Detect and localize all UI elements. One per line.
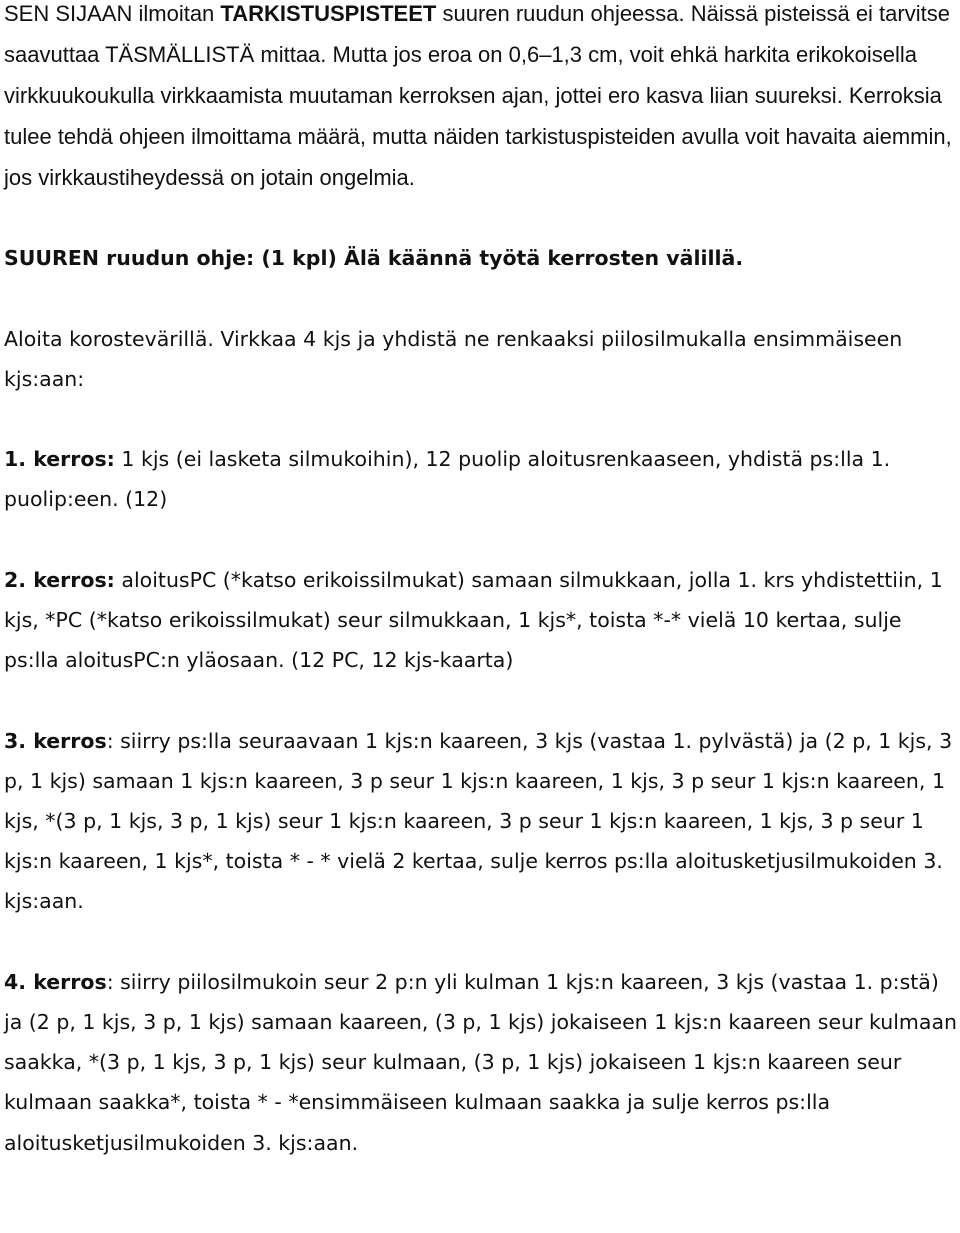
row-label: 3. kerros xyxy=(4,728,107,753)
intro-text-rest: suuren ruudun ohjeessa. Näissä pisteissä ei tarvitse saavuttaa TÄSMÄLLISTÄ mittaa. Mutta jos eroa on 0,6–1,3 cm, voit ehkä harkita erikokoisella virkkuukoukulla virkkaamista muutaman kerroksen ajan, jottei ero kasva liian suureksi. Kerroksia tulee tehdä ohjeen ilmoittama määrä, mutta näiden tarkistuspisteiden avulla voit havaita aiemmin, jos virkkaustiheydessä on jotain ongelmia. xyxy=(4,1,952,190)
row-instruction xyxy=(4,560,960,681)
row-instruction xyxy=(4,721,960,922)
spacer xyxy=(4,399,960,439)
row-label: 2. kerros: xyxy=(4,567,115,592)
spacer xyxy=(4,680,960,720)
row-text: : siirry ps:lla seuraavaan 1 kjs:n kaareen, 3 kjs (vastaa 1. pylvästä) ja (2 p, 1 kjs, 3 p, 1 kjs) samaan 1 kjs:n kaareen, 3 p seur 1 kjs:n kaareen, 1 kjs, 3 p seur 1 kjs:n kaareen, 1 kjs, *(3 p, 1 kjs, 3 p, 1 kjs) seur 1 kjs:n kaareen, 3 p seur 1 kjs:n kaareen, 1 kjs, 3 p seur 1 kjs:n kaareen, 1 kjs*, toista * - * vielä 2 kertaa, sulje kerros ps:lla aloitusketjusilmukoiden 3. kjs:aan. xyxy=(4,728,953,914)
spacer xyxy=(4,520,960,560)
intro-paragraph xyxy=(4,0,960,198)
spacer xyxy=(4,198,960,238)
spacer xyxy=(4,278,960,318)
row-text: aloitusPC (*katso erikoissilmukat) samaan silmukkaan, jolla 1. krs yhdistettiin, 1 kjs, *PC (*katso erikoissilmukat) seur silmukkaan, 1 kjs*, toista *-* vielä 10 kertaa, sulje ps:lla aloitusPC:n yläosaan. (12 PC, 12 kjs-kaarta) xyxy=(4,567,943,673)
intro-emphasis: TARKISTUSPISTEET xyxy=(220,1,437,26)
row-label: 1. kerros: xyxy=(4,447,115,472)
row-label: 4. kerros xyxy=(4,969,107,994)
row-text: 1 kjs (ei lasketa silmukoihin), 12 puolip aloitusrenkaaseen, yhdistä ps:lla 1. puolip:een. (12) xyxy=(4,447,891,512)
row-text: : siirry piilosilmukoin seur 2 p:n yli kulman 1 kjs:n kaareen, 3 kjs (vastaa 1. p:stä) ja (2 p, 1 kjs, 3 p, 1 kjs) samaan kaareen, (3 p, 1 kjs) jokaiseen 1 kjs:n kaareen seur kulmaan saakka, *(3 p, 1 kjs, 3 p, 1 kjs) seur kulmaan, (3 p, 1 kjs) jokaiseen 1 kjs:n kaareen seur kulmaan saakka*, toista * - *ensimmäiseen kulmaan saakka ja sulje kerros ps:lla aloitusketjusilmukoiden 3. kjs:aan. xyxy=(4,969,958,1155)
pattern-heading: SUUREN ruudun ohje: (1 kpl) Älä käännä työtä kerrosten välillä. xyxy=(4,246,744,271)
row-instruction xyxy=(4,439,960,519)
intro-text-start: SEN SIJAAN ilmoitan xyxy=(4,1,221,26)
spacer xyxy=(4,922,960,962)
row-instruction xyxy=(4,962,960,1163)
start-instruction: Aloita korostevärillä. Virkkaa 4 kjs ja yhdistä ne renkaaksi piilosilmukalla ensimmäiseen kjs:aan: xyxy=(4,326,903,391)
